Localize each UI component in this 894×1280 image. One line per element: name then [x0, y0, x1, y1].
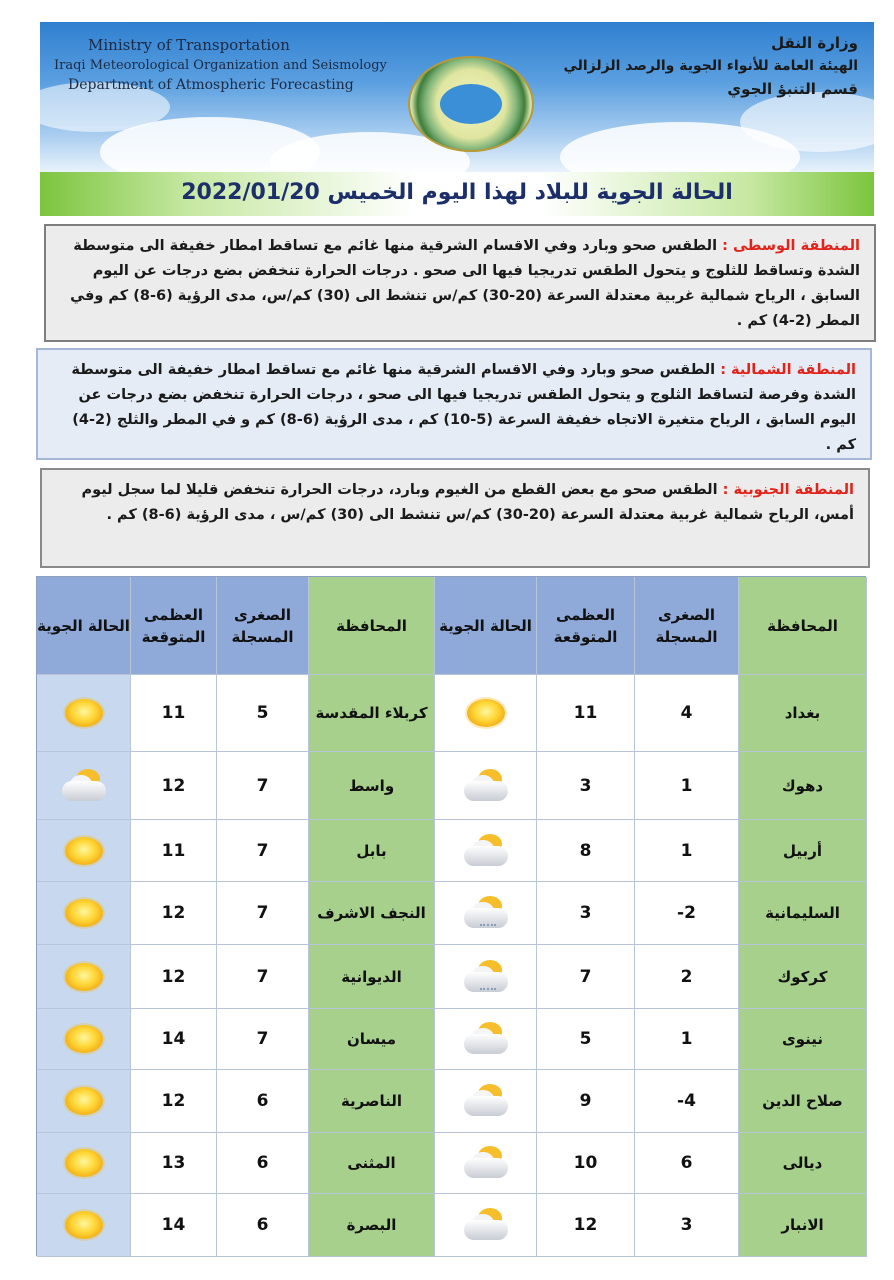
governorate-name: ميسان — [309, 1009, 435, 1070]
max-temperature: 11 — [131, 675, 217, 752]
weather-condition-cell — [435, 752, 537, 820]
region-forecast-text: الطقس صحو مع بعض القطع من الغيوم وبارد، درجات الحرارة تنخفض قليلا لما سجل ليوم أمس، الرياح شمالية غربية معتدلة السرعة (20-30) كم/س تنشط الى (30) كم/س ، مدى الرؤية (6-8) كم . — [81, 482, 854, 523]
min-temperature: 7 — [217, 752, 309, 820]
header-max-right: العظمى المتوقعة — [537, 577, 635, 675]
weather-condition-cell — [37, 1133, 131, 1194]
governorate-name: السليمانية — [739, 882, 867, 945]
ministry-name-ar: وزارة النقل — [771, 34, 858, 52]
ministry-name-en: Ministry of Transportation — [88, 36, 290, 54]
weather-condition-cell — [435, 1194, 537, 1257]
max-temperature: 11 — [131, 820, 217, 882]
weather-condition-cell — [37, 882, 131, 945]
partly-cloudy-icon — [462, 1022, 510, 1056]
snow-cloud-icon — [462, 896, 510, 930]
weather-condition-cell — [435, 1009, 537, 1070]
region-label: المنطقة الجنوبية : — [722, 482, 854, 498]
min-temperature: -2 — [635, 882, 739, 945]
weather-condition-cell — [435, 882, 537, 945]
weather-condition-cell — [435, 1133, 537, 1194]
min-temperature: 6 — [217, 1070, 309, 1133]
sun-icon — [65, 899, 103, 927]
region-forecast-text: الطقس صحو وبارد وفي الاقسام الشرقية منها غائم مع تساقط امطار خفيفة الى متوسطة الشدة وفرصة لتساقط الثلوج و يتحول الطقس تدريجيا فيها الى صحو ، درجات الحرارة تنخفض بضع درجات عن اليوم السابق ، الرياح متغيرة الاتجاه خفيفة السرعة (5-10) كم ، مدى الرؤية (6-8) كم و في المطر والثلج (2-4) كم . — [71, 362, 856, 453]
governorate-name: بابل — [309, 820, 435, 882]
max-temperature: 14 — [131, 1009, 217, 1070]
organization-name-en: Iraqi Meteorological Organization and Seismology — [54, 58, 387, 73]
partly-cloudy-icon — [462, 769, 510, 803]
weather-condition-cell — [435, 945, 537, 1009]
weather-condition-cell — [435, 820, 537, 882]
header-max-left: العظمى المتوقعة — [131, 577, 217, 675]
weather-condition-cell — [37, 1009, 131, 1070]
sun-icon — [65, 1025, 103, 1053]
governorate-name: كربلاء المقدسة — [309, 675, 435, 752]
max-temperature: 13 — [131, 1133, 217, 1194]
snow-cloud-icon — [462, 960, 510, 994]
governorate-name: النجف الاشرف — [309, 882, 435, 945]
weather-condition-cell — [37, 752, 131, 820]
governorate-name: دهوك — [739, 752, 867, 820]
southern-region-box — [40, 468, 870, 568]
governorate-name: الديوانية — [309, 945, 435, 1009]
governorate-name: أربيل — [739, 820, 867, 882]
header-governorate-left: المحافظة — [309, 577, 435, 675]
weather-condition-cell — [37, 675, 131, 752]
header-min-left: الصغرى المسجلة — [217, 577, 309, 675]
english-header — [54, 36, 387, 93]
partly-cloudy-icon — [462, 834, 510, 868]
max-temperature: 12 — [131, 1070, 217, 1133]
min-temperature: -4 — [635, 1070, 739, 1133]
max-temperature: 3 — [537, 752, 635, 820]
sun-icon — [467, 699, 505, 727]
weather-condition-cell — [37, 945, 131, 1009]
weather-condition-cell — [37, 820, 131, 882]
min-temperature: 4 — [635, 675, 739, 752]
partly-cloudy-icon — [462, 1084, 510, 1118]
governorate-name: صلاح الدين — [739, 1070, 867, 1133]
min-temperature: 7 — [217, 882, 309, 945]
partly-cloudy-icon — [462, 1146, 510, 1180]
max-temperature: 14 — [131, 1194, 217, 1257]
sun-icon — [65, 1211, 103, 1239]
weather-condition-cell — [435, 675, 537, 752]
organization-name-ar: الهيئة العامة للأنواء الجوية والرصد الزلزالي — [563, 58, 858, 74]
max-temperature: 10 — [537, 1133, 635, 1194]
max-temperature: 5 — [537, 1009, 635, 1070]
sun-icon — [65, 1087, 103, 1115]
min-temperature: 5 — [217, 675, 309, 752]
sun-icon — [65, 963, 103, 991]
min-temperature: 6 — [217, 1133, 309, 1194]
min-temperature: 7 — [217, 945, 309, 1009]
northern-region-box — [36, 348, 872, 460]
min-temperature: 6 — [635, 1133, 739, 1194]
weather-condition-cell — [435, 1070, 537, 1133]
partly-cloudy-icon — [60, 769, 108, 803]
sun-icon — [65, 699, 103, 727]
governorate-name: واسط — [309, 752, 435, 820]
governorate-name: البصرة — [309, 1194, 435, 1257]
header-condition-right: الحالة الجوية — [435, 577, 537, 675]
header-governorate-right: المحافظة — [739, 577, 867, 675]
logo-emblem-icon — [440, 84, 502, 124]
region-forecast-text: الطقس صحو وبارد وفي الاقسام الشرقية منها غائم مع تساقط امطار خفيفة الى متوسطة الشدة وتساقط للثلوج و يتحول الطقس تدريجيا فيها الى صحو . درجات الحرارة تنخفض بضع درجات عن اليوم السابق ، الرياح شمالية غربية معتدلة السرعة (20-30) كم/س تنشط الى (30) كم/س، مدى الرؤية (6-8) كم وفي المطر (2-4) كم . — [70, 238, 860, 329]
max-temperature: 12 — [131, 882, 217, 945]
min-temperature: 7 — [217, 1009, 309, 1070]
min-temperature: 1 — [635, 820, 739, 882]
region-label: المنطقة الشمالية : — [720, 362, 856, 378]
max-temperature: 12 — [131, 945, 217, 1009]
header-min-right: الصغرى المسجلة — [635, 577, 739, 675]
governorates-table — [36, 576, 866, 1256]
governorate-name: كركوك — [739, 945, 867, 1009]
min-temperature: 2 — [635, 945, 739, 1009]
weather-condition-cell — [37, 1070, 131, 1133]
organization-logo — [408, 56, 534, 152]
governorate-name: المثنى — [309, 1133, 435, 1194]
governorate-name: ديالى — [739, 1133, 867, 1194]
governorate-name: الانبار — [739, 1194, 867, 1257]
header-condition-left: الحالة الجوية — [37, 577, 131, 675]
min-temperature: 7 — [217, 820, 309, 882]
partly-cloudy-icon — [462, 1208, 510, 1242]
central-region-box — [44, 224, 876, 342]
min-temperature: 1 — [635, 1009, 739, 1070]
sun-icon — [65, 1149, 103, 1177]
max-temperature: 12 — [131, 752, 217, 820]
department-name-ar: قسم التنبؤ الجوي — [727, 80, 858, 98]
title-bar — [40, 172, 874, 216]
max-temperature: 3 — [537, 882, 635, 945]
max-temperature: 8 — [537, 820, 635, 882]
max-temperature: 12 — [537, 1194, 635, 1257]
department-name-en: Department of Atmospheric Forecasting — [68, 77, 354, 93]
governorate-name: نينوى — [739, 1009, 867, 1070]
max-temperature: 7 — [537, 945, 635, 1009]
weather-condition-cell — [37, 1194, 131, 1257]
max-temperature: 9 — [537, 1070, 635, 1133]
min-temperature: 3 — [635, 1194, 739, 1257]
min-temperature: 6 — [217, 1194, 309, 1257]
page-title: الحالة الجوية للبلاد لهذا اليوم الخميس 2022/01/20 — [181, 180, 733, 205]
region-label: المنطقة الوسطى : — [722, 238, 860, 254]
arabic-header — [558, 34, 858, 98]
min-temperature: 1 — [635, 752, 739, 820]
max-temperature: 11 — [537, 675, 635, 752]
governorate-name: الناصرية — [309, 1070, 435, 1133]
governorate-name: بغداد — [739, 675, 867, 752]
header-banner — [40, 22, 874, 172]
sun-icon — [65, 837, 103, 865]
